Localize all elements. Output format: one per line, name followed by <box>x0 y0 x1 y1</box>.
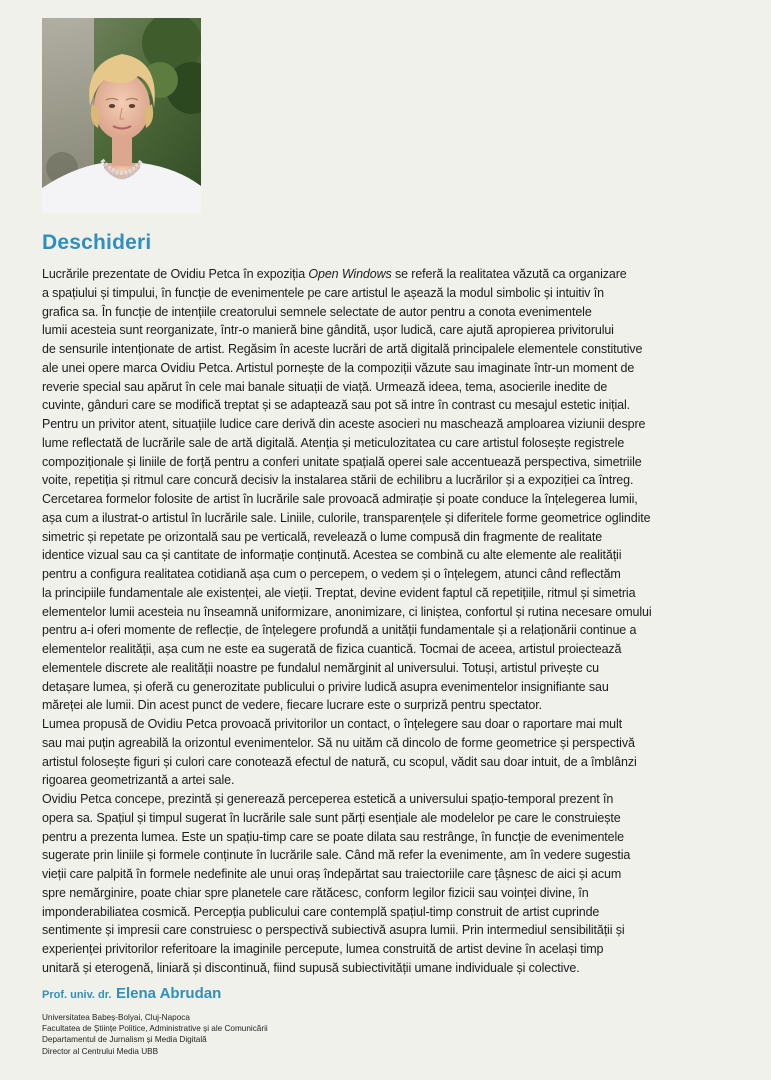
text-segment: compoziționale și liniile de forță pentru a conferi unitate spațială operei sale accentuează perspectiva, simetriile <box>42 454 642 469</box>
article-body <box>42 265 748 978</box>
author-signature <box>42 985 221 1003</box>
text-segment: cuvinte, gânduri care se modifică treptat și se adaptează sau pot să intre în contrast cu mesajul estetic inițial. <box>42 398 631 413</box>
paragraph-line <box>42 396 748 415</box>
text-segment: opera sa. Spațiul și timpul sugerat în lucrările sale sunt părți esențiale ale modelelor pe care le construiește <box>42 810 621 825</box>
paragraph-line <box>42 640 748 659</box>
text-segment: grafica sa. În funcție de intențiile creatorului semnele selectate de autor pentru a conota evenimentele <box>42 304 592 319</box>
paragraph-line <box>42 734 748 753</box>
affiliation-university: Universitatea Babeș-Bolyai, Cluj-Napoca <box>42 1013 190 1022</box>
text-segment: imponderabiliatea cosmică. Percepția publicului care contemplă spațiul-timp construit de artist cuprinde <box>42 904 600 919</box>
text-segment: spre nemărginire, poate chiar spre planetele care rătăcesc, conform legilor fizicii sau voinței divine, în <box>42 885 589 900</box>
paragraph-line <box>42 940 748 959</box>
author-name: Elena Abrudan <box>115 985 222 1002</box>
paragraph-line <box>42 303 748 322</box>
affiliation-faculty: Facultatea de Științe Politice, Administrative și ale Comunicării <box>42 1024 268 1034</box>
text-segment: reverie special sau apărut în cele mai banale situații de viață. Urmează ideea, tema, asocierile inedite de <box>42 379 608 394</box>
text-segment: ale unei opere marca Ovidiu Petca. Artistul pornește de la compoziții văzute sau imaginate într-un moment de <box>42 360 635 375</box>
paragraph-line <box>42 359 748 378</box>
paragraph-line <box>42 846 748 865</box>
paragraph-line <box>42 865 748 884</box>
text-segment: a spațiului și timpului, în funcție de evenimentele pe care artistul le așează la modul simbolic și intuitiv în <box>42 285 604 300</box>
text-segment: sentimente și impresii care construiesc o perspectivă subiectivă asupra lumii. Prin intermediul sensibilității și <box>42 923 625 938</box>
author-affiliation <box>42 1012 268 1057</box>
text-segment: lume reflectată de lucrările sale de artă digitală. Atenția și meticulozitatea cu care artistul folosește registrele <box>42 435 625 450</box>
paragraph-line <box>42 284 748 303</box>
text-segment: elementelor realității, așa cum ne este ea sugerată de fizica cuantică. Tocmai de aceea, artistul proiectează <box>42 642 622 656</box>
paragraph-line <box>42 790 748 809</box>
text-segment: detașare lumea, și oferă cu generozitate publicului o privire ludică asupra evenimentelor insignifiante sau <box>42 679 609 694</box>
paragraph-line <box>42 771 748 790</box>
paragraph-line <box>42 471 748 490</box>
paragraph-line <box>42 453 748 472</box>
article-title: Deschideri <box>42 231 152 254</box>
text-segment: vieții care palpită în formele nedefinite ale unui oraș îndepărtat sau traiectoriile care țâșnesc de aici și acum <box>42 867 622 881</box>
paragraph-line <box>42 265 748 284</box>
paragraph-line <box>42 509 748 528</box>
text-segment: Pentru un privitor atent, situațiile ludice care derivă din aceste asocieri nu maschează amploarea viziunii despre <box>42 417 646 431</box>
paragraph-line <box>42 884 748 903</box>
text-segment: așa cum a ilustrat-o artistul în lucrările sale. Liniile, culorile, transparențele și diferitele forme geometrice oglindite <box>42 510 651 525</box>
text-segment: Cercetarea formelor folosite de artist în lucrările sale provoacă admirație și poate conduce la înțelegerea lumii, <box>42 492 638 506</box>
paragraph-line <box>42 921 748 940</box>
paragraph-line <box>42 321 748 340</box>
text-segment: identice vizual sau ca și cantitate de informație conținută. Acestea se combină cu alte elemente ale realității <box>42 548 622 563</box>
paragraph-line <box>42 621 748 640</box>
paragraph-line <box>42 603 748 622</box>
text-segment: de sensurile intenționate de artist. Regăsim în aceste lucrări de artă digitală principalele elementele constitutive <box>42 342 643 356</box>
text-segment: lumii acesteia sunt reorganizate, într-o manieră bine gândită, ușor ludică, care ajută apropierea privitorului <box>42 323 614 338</box>
text-segment: pentru a configura realitatea cotidiană așa cum o percepem, o vedem și o înțelegem, atunci când reflectăm <box>42 567 621 581</box>
text-segment: artistul folosește figuri și culori care conotează efectul de natură, cu scopul, vădit sau doar intuit, de a îmblânzi <box>42 754 637 769</box>
paragraph-line <box>42 490 748 509</box>
paragraph-line <box>42 528 748 547</box>
paragraph-line <box>42 809 748 828</box>
paragraph-line <box>42 696 748 715</box>
text-segment: sau mai puțin agreabilă la orizontul evenimentelor. Să nu uităm că dincolo de forme geometrice și perspectivă <box>42 735 635 750</box>
text-segment: experienței privitorilor referitoare la imaginile percepute, lumea construită de artist devine în același timp <box>42 942 604 956</box>
text-segment: rigoarea geometrizantă a artei sale. <box>42 773 235 788</box>
affiliation-role: Director al Centrului Media UBB <box>42 1046 159 1056</box>
paragraph-line <box>42 546 748 565</box>
text-segment: Lumea propusă de Ovidiu Petca provoacă privitorilor un contact, o înțelegere sau doar o raportare mai mult <box>42 717 622 731</box>
paragraph-line <box>42 753 748 772</box>
text-segment: pentru a prezenta lumea. Este un spațiu-timp care se poate dilata sau restrânge, în funcție de evenimentele <box>42 829 624 844</box>
paragraph-line <box>42 715 748 734</box>
text-segment: voite, repetiția și ritmul care concură decisiv la instalarea stării de echilibru a lucrărilor și a expoziției ca întreg. <box>42 473 634 488</box>
paragraph-line <box>42 415 748 434</box>
paragraph-line <box>42 434 748 453</box>
paragraph-line <box>42 565 748 584</box>
text-segment: la principiile fundamentale ale existenței, ale vieții. Treptat, devine evident faptul că repetițiile, ritmul și simetria <box>42 585 636 600</box>
text-segment: unitară și eterogenă, liniară și discontinuă, fiind supusă subiectivității umane individuale și colective. <box>42 960 580 975</box>
paragraph-line <box>42 378 748 397</box>
text-segment: simetric și repetate pe orizontală sau pe verticală, revelează o lume compusă din fragmente de realitate <box>42 529 603 544</box>
text-segment: se referă la realitatea văzută ca organizare <box>391 267 627 281</box>
paragraph-line <box>42 678 748 697</box>
paragraph-line <box>42 828 748 847</box>
text-segment: elementele discrete ale realității noastre pe fundalul nemărginit al universului. Totuși, artistul privește cu <box>42 660 600 675</box>
text-segment: Lucrările prezentate de Ovidiu Petca în expoziția <box>42 267 309 281</box>
paragraph-line <box>42 584 748 603</box>
text-segment: măreței ale lumii. Din acest punct de vedere, fiecare lucrare este o surpriză pentru spectator. <box>42 698 542 713</box>
paragraph-line <box>42 340 748 359</box>
text-segment: Ovidiu Petca concepe, prezintă și generează perceperea estetică a universului spațio-temporal prezent în <box>42 792 614 806</box>
text-segment: sugerate prin liniile și formele conținute în lucrările sale. Când mă refer la evenimente, am în vedere sugestia <box>42 848 631 863</box>
paragraph-line <box>42 959 748 978</box>
author-academic-title: Prof. univ. dr. <box>42 989 112 1001</box>
paragraph-line <box>42 903 748 922</box>
text-segment: elementelor lumii acesteia nu înseamnă uniformizare, anonimizare, ci liniștea, confortul și rutina necesare omului <box>42 604 652 619</box>
paragraph-line <box>42 659 748 678</box>
text-segment: pentru a-i oferi momente de reflecție, de înțelegere profundă a unității fundamentale și a relaționării continue a <box>42 623 637 638</box>
exhibition-title: Open Windows <box>308 267 392 281</box>
author-portrait <box>42 18 201 213</box>
affiliation-department: Departamentul de Jurnalism și Media Digitală <box>42 1035 207 1045</box>
